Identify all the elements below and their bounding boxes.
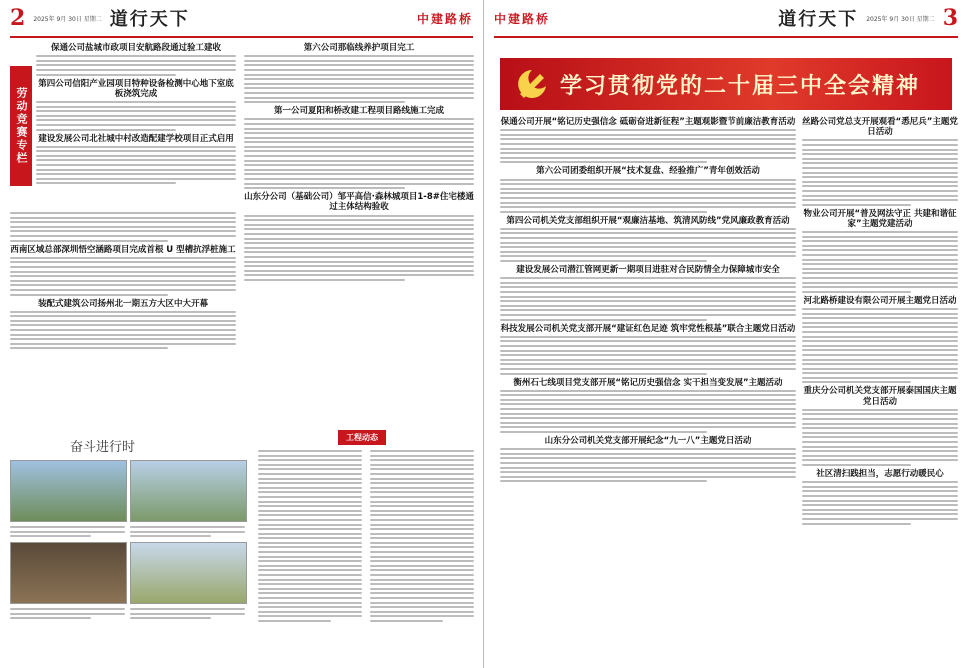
- article-column: [500, 114, 796, 482]
- article-headline: 保通公司开展“铭记历史强信念 砥砺奋进新征程”主题观影暨节前廉洁教育活动: [500, 117, 796, 127]
- left-header: [10, 0, 473, 38]
- right-page: [484, 0, 968, 668]
- construction-photo: [10, 542, 127, 604]
- article-headline: 建设发展公司北社城中村改造配建学校项目正式启用: [38, 133, 234, 144]
- article-headline: 科技发展公司机关党支部开展“建证红色足迹 筑牢党性根基”联合主题党日活动: [500, 323, 796, 334]
- masthead: 道行天下: [109, 9, 190, 30]
- article-headline: 西南区域总部深圳悟空涵路项目完成首根 U 型槽抗浮桩施工: [10, 244, 236, 255]
- construction-photo: [130, 460, 247, 522]
- brand-label: 中建路桥: [494, 11, 551, 26]
- article-column: [10, 210, 236, 349]
- photo-section-title: 奋斗进行时: [70, 440, 136, 455]
- article-headline: 第六公司那临线养护项目完工: [303, 43, 415, 53]
- article-headline: 第一公司夏阳和桥改建工程项目路线施工完成: [273, 106, 444, 117]
- page-number: 2: [10, 5, 26, 31]
- article-headline: 第六公司团委组织开展“技术复盘、经验推广”青年创效活动: [536, 166, 760, 177]
- work-news-tag: 工程动态: [338, 430, 386, 445]
- section-sidebar-label: 劳动竞赛专栏: [10, 66, 32, 186]
- article-headline: 建设发展公司潜江管网更新一期项目进驻对合民防情全力保障城市安全: [516, 265, 780, 276]
- article-headline: 第四公司信阳产业园项目特种设备检测中心地下室底板浇筑完成: [38, 78, 234, 99]
- construction-photo: [10, 460, 127, 522]
- article-headline: 重庆分公司机关党支部开展泰国国庆主题党日活动: [803, 386, 957, 407]
- article-headline: 丝路公司党总支开展观看“悉尼兵”主题党日活动: [802, 117, 958, 138]
- party-emblem-icon: [512, 64, 552, 104]
- article-column: [36, 40, 236, 184]
- photo-section: [10, 430, 250, 660]
- construction-photo: [130, 542, 247, 604]
- brand-label: 中建路桥: [416, 11, 473, 26]
- article-headline: 社区清扫践担当，志愿行动暖民心: [816, 468, 944, 479]
- article-headline: 河北路桥建设有限公司开展主题党日活动: [803, 295, 957, 306]
- article-headline: 第四公司机关党支部组织开展“观廉洁基地、筑清风防线”党风廉政教育活动: [506, 215, 790, 226]
- issue-date: 2025年 9月 30日 星期二: [33, 15, 102, 23]
- article-column: [802, 114, 958, 525]
- article-headline: 物业公司开展“普及网法守正 共建和谐征家”主题党建活动: [803, 208, 957, 229]
- issue-date: 2025年 9月 30日 星期二: [866, 15, 935, 23]
- article-headline: 山东分公司（基础公司）邹平高信·森林城项目1-8#住宅楼通过主体结构验收: [244, 192, 474, 213]
- masthead: 道行天下: [778, 9, 859, 30]
- article-headline: 保通公司盐城市政项目安航路段通过验工建收: [50, 43, 221, 53]
- page-number: 3: [942, 5, 958, 31]
- article-column: [244, 40, 474, 281]
- right-header: [494, 0, 958, 38]
- theme-banner: [500, 58, 952, 110]
- banner-title: 学习贯彻党的二十届三中全会精神: [560, 72, 921, 99]
- article-headline: 衡州石七线项目党支部开展“铭记历史强信念 实干担当变发展”主题活动: [513, 377, 783, 388]
- work-news-section: [258, 430, 474, 660]
- article-headline: 山东分公司机关党支部开展纪念“九一八”主题党日活动: [544, 436, 752, 447]
- article-headline: 装配式建筑公司扬州北一期五方大区中大开幕: [37, 298, 208, 309]
